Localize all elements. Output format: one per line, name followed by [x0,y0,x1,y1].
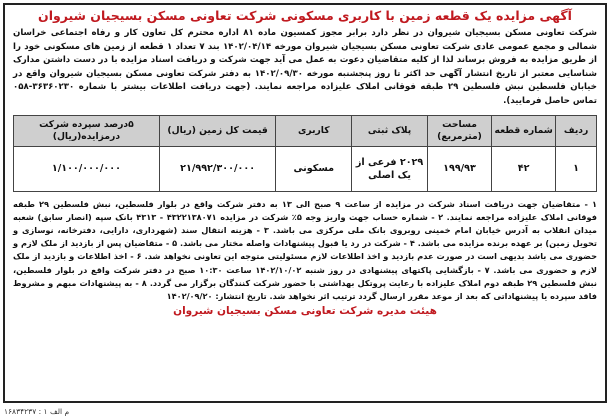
header-plaque: پلاک ثبتی [352,115,428,146]
table-header-row [14,115,597,146]
cell-total-price: ۲۱/۹۹۲/۳۰۰/۰۰۰ [159,146,276,191]
publication-code: ۱۶۸۳۴۲۳۷ : ۱ م الف [4,407,70,416]
header-lot-number: شماره قطعه [492,115,556,146]
advertisement-frame [3,3,607,403]
page-title: آگهی مزایده یک قطعه زمین با کاربری مسکونی شرکت تعاونی مسکن بسیجیان شیروان [38,8,572,23]
cell-plaque: ۲۰۲۹ فرعی از یک اصلی [352,146,428,191]
header-total-price: قیمت کل زمین (ریال) [159,115,276,146]
terms-paragraph: ۱ - متقاضیان جهت دریافت اسناد شرکت در مزایده از ساعت ۹ صبح الی ۱۳ به دفتر شرکت واقع در بلوار فلسطین، نبش فلسطین ۲۹ طبقه فوقانی املاک علیزاده مراجعه نمایند. ۲ - شماره حساب جهت واریز وجه ۵٪ شرکت در مزایده ۴۳۲۲۱۳۸۰۷۱ - ۴۳۱۳ بانک سپه (انصار سابق) شعبه میدان انقلاب به آدرس خیابان امام خمینی روبروی بانک ملی مرکزی می باشد. ۳ - هزینه انتقال سند (شهرداری، دارایی، دفترخانه، نوسازی و تحویل زمین) بر عهده برنده مزایده می باشد. ۴ - شرکت در رد یا قبول پیشنهادات واصله مختار می باشد. ۵ - متقاضیان پس از بازدید از ملک لازم و حضوری می باشد بدیهی است در صورت عدم بازدید و اخذ اطلاعات لازم مسئولیتی متوجه این تعاونی نخواهد شد. ۶ - اخذ اطلاعات و بازدید از ملک لازم و حضوری می باشد. ۷ - بازگشایی پاکتهای پیشنهادی در روز شنبه ۱۴۰۲/۱۰/۰۲ ساعت ۱۰:۳۰ صبح در دفتر شرکت واقع در بلوار فلسطین، نبش فلسطین ۲۹ طبقه دوم املاک علیزاده با رعایت پروتکل بهداشتی با حضور شرکت کنندگان برگزار می گردد. ۸ - به پیشنهادات مبهم و مشروط فاقد سپرده یا پیشنهاداتی که بعد از موعد مقرر ارسال گردد ترتیب اثر نخواهد شد. تاریخ انتشار: ۱۴۰۲/۰۹/۲۰ [13,198,598,301]
header-deposit: ۵درصد سپرده شرکت درمزایده(ریال) [14,115,160,146]
cell-deposit: ۱/۱۰۰/۰۰۰/۰۰۰ [14,146,160,191]
cell-row-number: ۱ [556,146,597,191]
table-row [14,146,597,191]
header-row-number: ردیف [556,115,597,146]
cell-area: ۱۹۹/۹۳ [427,146,491,191]
cell-usage: مسکونی [276,146,352,191]
auction-table [13,115,597,192]
cell-lot-number: ۴۲ [492,146,556,191]
header-area: مساحت (مترمربع) [427,115,491,146]
header-usage: کاربری [276,115,352,146]
intro-paragraph: شرکت تعاونی مسکن بسیجیان شیروان در نظر دارد برابر مجوز کمسیون ماده ۸۱ اداره محترم کل تعاون کار و رفاه اجتماعی خراسان شمالی و مجمع عمومی عادی شرکت تعاونی مسکن بسیجیان شیروان مورخه ۱۴۰۲/۰۴/۱۴ بند ۷ تعداد ۱ قطعه از زمین های مسکونی خود را از طریق مزایده به فروش برساند لذا از کلیه متقاضیان دعوت به عمل می آید جهت شرکت و دریافت اسناد مزایده با در دست داشتن مدارک شناسایی معتبر از تاریخ انتشار آگهی حد اکثر تا روز پنجشنبه مورخه ۱۴۰۲/۰۹/۳۰ به دفتر شرکت تعاونی مسکن بسیجیان شیروان واقع در خیابان فلسطین نبش فلسطین ۲۹ طبقه فوقانی املاک علیزاده مراجعه نمایند. (جهت دریافت اطلاعات بیشتر با شماره ۳۶۳۶۰۲۳۰-۰۵۸ تماس حاصل فرمایید). [13,28,598,106]
board-signature: هیئت مدیره شرکت تعاونی مسکن بسیجیان شیروان [173,305,437,318]
